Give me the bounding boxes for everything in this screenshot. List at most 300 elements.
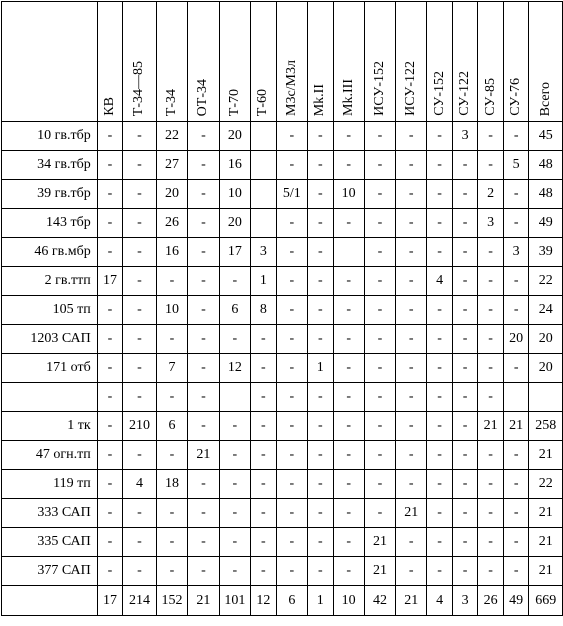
table-cell: -	[396, 267, 427, 296]
table-cell: -	[452, 470, 478, 499]
table-cell: 21	[364, 557, 395, 586]
table-cell: -	[333, 325, 364, 354]
table-cell: -	[452, 296, 478, 325]
table-cell: 6	[219, 296, 251, 325]
column-header-label: Т-34—85	[131, 60, 147, 116]
column-header	[364, 2, 395, 122]
table-cell: -	[308, 267, 334, 296]
table-cell: 20	[219, 209, 251, 238]
table-cell: 22	[529, 267, 563, 296]
table-cell: -	[276, 383, 307, 412]
table-cell: -	[503, 441, 529, 470]
table-cell: -	[188, 470, 219, 499]
table-cell: -	[478, 441, 504, 470]
table-cell: -	[276, 151, 307, 180]
total-cell: 152	[156, 586, 188, 616]
table-cell: 12	[219, 354, 251, 383]
table-cell: 21	[364, 528, 395, 557]
column-header	[333, 2, 364, 122]
table-cell: -	[452, 441, 478, 470]
table-cell: -	[156, 557, 188, 586]
table-cell: -	[123, 441, 156, 470]
table-cell: -	[333, 151, 364, 180]
table-cell: -	[427, 383, 453, 412]
table-cell: -	[452, 238, 478, 267]
table-cell: 26	[156, 209, 188, 238]
table-cell: -	[308, 209, 334, 238]
table-cell: -	[452, 267, 478, 296]
table-cell: -	[478, 470, 504, 499]
table-cell: -	[333, 267, 364, 296]
table-cell: 17	[219, 238, 251, 267]
row-label: 39 гв.тбр	[2, 180, 98, 209]
table-cell: 2	[478, 180, 504, 209]
table-cell: -	[97, 151, 123, 180]
table-cell: -	[97, 238, 123, 267]
row-label: 47 огн.тп	[2, 441, 98, 470]
table-cell: 3	[251, 238, 277, 267]
table-cell: -	[123, 528, 156, 557]
table-cell: -	[276, 470, 307, 499]
table-cell: -	[396, 209, 427, 238]
table-cell: -	[123, 296, 156, 325]
table-cell: -	[503, 470, 529, 499]
table-cell: 4	[427, 267, 453, 296]
table-cell: -	[308, 412, 334, 441]
table-cell: -	[123, 499, 156, 528]
table-cell: -	[251, 499, 277, 528]
table-cell: -	[276, 209, 307, 238]
total-cell: 1	[308, 586, 334, 616]
column-header	[188, 2, 219, 122]
row-label: 377 САП	[2, 557, 98, 586]
table-cell: 4	[123, 470, 156, 499]
table-cell: -	[219, 325, 251, 354]
table-cell: -	[364, 296, 395, 325]
total-cell: 214	[123, 586, 156, 616]
table-row	[2, 180, 563, 209]
table-cell: -	[503, 180, 529, 209]
table-cell: -	[503, 557, 529, 586]
table-cell: -	[276, 122, 307, 151]
table-cell: 7	[156, 354, 188, 383]
table-cell: 20	[529, 325, 563, 354]
vehicle-table	[1, 1, 563, 616]
table-cell: -	[123, 325, 156, 354]
table-cell: -	[156, 441, 188, 470]
table-cell: 20	[529, 354, 563, 383]
table-cell: -	[427, 499, 453, 528]
table-cell: -	[188, 296, 219, 325]
column-header	[529, 2, 563, 122]
table-cell: -	[333, 499, 364, 528]
table-cell: 5	[503, 151, 529, 180]
table-row	[2, 557, 563, 586]
table-cell: -	[276, 296, 307, 325]
table-cell: -	[276, 557, 307, 586]
table-cell: -	[308, 528, 334, 557]
table-body	[2, 122, 563, 616]
table-cell: -	[97, 412, 123, 441]
table-cell: -	[396, 325, 427, 354]
table-cell: -	[219, 441, 251, 470]
column-header-label: ОТ-34	[195, 78, 211, 116]
table-cell: 20	[156, 180, 188, 209]
row-label	[2, 383, 98, 412]
row-label: 46 гв.мбр	[2, 238, 98, 267]
table-cell: 16	[219, 151, 251, 180]
table-cell: -	[276, 412, 307, 441]
column-header	[276, 2, 307, 122]
table-cell: -	[396, 383, 427, 412]
table-cell: -	[364, 209, 395, 238]
table-cell: -	[156, 383, 188, 412]
table-cell: -	[427, 412, 453, 441]
table-row	[2, 499, 563, 528]
table-cell: -	[364, 441, 395, 470]
table-cell: -	[219, 528, 251, 557]
table-cell: -	[478, 325, 504, 354]
column-header	[97, 2, 123, 122]
table-cell: -	[503, 499, 529, 528]
column-header	[123, 2, 156, 122]
table-cell: -	[276, 528, 307, 557]
table-cell: -	[251, 528, 277, 557]
table-cell: -	[478, 557, 504, 586]
table-cell: 10	[219, 180, 251, 209]
table-cell: -	[123, 122, 156, 151]
table-cell: -	[188, 557, 219, 586]
table-cell: 22	[529, 470, 563, 499]
table-cell: -	[427, 209, 453, 238]
table-cell: -	[219, 267, 251, 296]
table-cell: -	[308, 122, 334, 151]
table-cell: -	[503, 296, 529, 325]
table-cell: -	[333, 296, 364, 325]
table-cell: -	[251, 412, 277, 441]
table-cell: -	[188, 122, 219, 151]
column-header-label: СУ-152	[431, 71, 447, 116]
table-cell	[503, 383, 529, 412]
table-cell: -	[308, 441, 334, 470]
table-row	[2, 267, 563, 296]
table-cell: -	[97, 122, 123, 151]
table-cell: -	[427, 122, 453, 151]
table-cell: -	[251, 325, 277, 354]
column-header-label: СУ-85	[482, 78, 498, 116]
table-cell: -	[123, 267, 156, 296]
row-label: 105 тп	[2, 296, 98, 325]
table-cell: -	[276, 441, 307, 470]
total-cell: 12	[251, 586, 277, 616]
table-cell: -	[188, 354, 219, 383]
table-cell: 10	[333, 180, 364, 209]
table-cell: -	[452, 412, 478, 441]
table-cell: -	[156, 499, 188, 528]
table-cell: -	[364, 383, 395, 412]
table-cell: -	[188, 412, 219, 441]
table-cell: -	[308, 151, 334, 180]
table-cell: -	[251, 441, 277, 470]
table-cell: -	[427, 180, 453, 209]
column-header	[427, 2, 453, 122]
column-header	[478, 2, 504, 122]
table-cell: -	[97, 557, 123, 586]
column-header-label: ИСУ-122	[403, 61, 419, 116]
column-header-label: ИСУ-152	[371, 61, 387, 116]
table-cell: -	[396, 557, 427, 586]
row-label: 143 тбр	[2, 209, 98, 238]
table-cell: 8	[251, 296, 277, 325]
table-cell: -	[123, 557, 156, 586]
table-row	[2, 122, 563, 151]
table-cell: -	[188, 238, 219, 267]
table-cell: -	[364, 499, 395, 528]
table-cell: -	[333, 122, 364, 151]
table-cell: 20	[503, 325, 529, 354]
table-cell: -	[333, 441, 364, 470]
table-cell: -	[427, 296, 453, 325]
table-cell: -	[97, 180, 123, 209]
table-row	[2, 325, 563, 354]
table-cell	[219, 383, 251, 412]
total-cell: 17	[97, 586, 123, 616]
table-cell: -	[427, 238, 453, 267]
table-cell: 1	[251, 267, 277, 296]
table-cell: -	[308, 325, 334, 354]
table-cell: -	[503, 267, 529, 296]
table-cell: -	[333, 470, 364, 499]
table-cell: -	[308, 470, 334, 499]
total-cell: 21	[396, 586, 427, 616]
table-cell: -	[478, 354, 504, 383]
table-cell: -	[364, 412, 395, 441]
table-cell: -	[123, 180, 156, 209]
table-cell: 21	[529, 557, 563, 586]
table-cell: -	[478, 499, 504, 528]
table-cell: -	[503, 354, 529, 383]
table-cell: 3	[478, 209, 504, 238]
table-cell: 21	[188, 441, 219, 470]
table-cell: -	[276, 325, 307, 354]
row-label: 333 САП	[2, 499, 98, 528]
table-cell: -	[251, 354, 277, 383]
table-cell: -	[478, 267, 504, 296]
table-row	[2, 441, 563, 470]
table-cell: -	[396, 528, 427, 557]
table-cell: -	[123, 238, 156, 267]
table-cell: -	[333, 412, 364, 441]
column-header	[396, 2, 427, 122]
table-cell: -	[188, 325, 219, 354]
table-cell: -	[123, 151, 156, 180]
table-cell: 24	[529, 296, 563, 325]
row-label: 34 гв.тбр	[2, 151, 98, 180]
table-cell: -	[427, 151, 453, 180]
column-header	[156, 2, 188, 122]
table-cell: -	[251, 383, 277, 412]
row-label: 335 САП	[2, 528, 98, 557]
table-cell	[251, 151, 277, 180]
table-cell: -	[188, 267, 219, 296]
table-cell: -	[478, 151, 504, 180]
table-cell: -	[364, 180, 395, 209]
table-cell: -	[427, 470, 453, 499]
table-cell: -	[97, 441, 123, 470]
table-cell: -	[123, 354, 156, 383]
table-cell: -	[427, 557, 453, 586]
table-cell: -	[188, 499, 219, 528]
table-cell: -	[452, 180, 478, 209]
table-row	[2, 412, 563, 441]
table-cell: -	[364, 470, 395, 499]
table-cell	[333, 238, 364, 267]
column-header	[219, 2, 251, 122]
table-cell: 45	[529, 122, 563, 151]
table-cell: -	[97, 296, 123, 325]
table-row	[2, 354, 563, 383]
table-cell: -	[251, 470, 277, 499]
table-cell: -	[156, 267, 188, 296]
table-cell: -	[452, 499, 478, 528]
table-cell: -	[503, 209, 529, 238]
table-cell: -	[219, 412, 251, 441]
column-header	[251, 2, 277, 122]
table-cell: 6	[156, 412, 188, 441]
table-cell: -	[97, 325, 123, 354]
table-cell: 1	[308, 354, 334, 383]
total-cell: 101	[219, 586, 251, 616]
table-cell: -	[333, 528, 364, 557]
column-header-label: Т-60	[255, 88, 271, 116]
total-cell: 6	[276, 586, 307, 616]
table-cell: 39	[529, 238, 563, 267]
table-cell: -	[97, 499, 123, 528]
table-cell: 22	[156, 122, 188, 151]
table-cell: -	[396, 441, 427, 470]
table-cell: -	[308, 238, 334, 267]
column-header-label: Всего	[537, 81, 553, 116]
table-cell: -	[308, 180, 334, 209]
row-label: 10 гв.тбр	[2, 122, 98, 151]
table-cell: -	[276, 499, 307, 528]
table-cell: -	[452, 325, 478, 354]
table-cell: 20	[219, 122, 251, 151]
table-cell: -	[97, 383, 123, 412]
table-cell: 21	[503, 412, 529, 441]
table-cell: 21	[529, 441, 563, 470]
table-cell: -	[396, 354, 427, 383]
table-cell: -	[219, 557, 251, 586]
table-row	[2, 470, 563, 499]
table-cell: 48	[529, 180, 563, 209]
table-cell: -	[188, 528, 219, 557]
table-cell: 49	[529, 209, 563, 238]
table-cell: -	[396, 151, 427, 180]
table-cell: 27	[156, 151, 188, 180]
table-cell: -	[219, 499, 251, 528]
column-header-label: Т-70	[226, 88, 242, 116]
table-row	[2, 383, 563, 412]
table-cell: -	[188, 151, 219, 180]
table-cell: 21	[529, 499, 563, 528]
table-cell: -	[364, 238, 395, 267]
table-cell: -	[478, 122, 504, 151]
total-cell: 49	[503, 586, 529, 616]
table-cell: -	[188, 383, 219, 412]
table-cell: -	[396, 470, 427, 499]
table-cell	[251, 209, 277, 238]
column-header-label: КВ	[101, 97, 117, 116]
table-cell: -	[396, 296, 427, 325]
row-label: 1 тк	[2, 412, 98, 441]
column-header-label: Mk.II	[312, 83, 328, 116]
table-cell: -	[308, 383, 334, 412]
table-cell: -	[97, 209, 123, 238]
table-cell: -	[333, 383, 364, 412]
total-cell: 26	[478, 586, 504, 616]
totals-label-cell	[2, 586, 98, 616]
table-cell: -	[308, 557, 334, 586]
table-row	[2, 151, 563, 180]
table-cell: -	[364, 122, 395, 151]
table-row	[2, 528, 563, 557]
table-cell: -	[123, 209, 156, 238]
table-cell: -	[478, 296, 504, 325]
table-cell: 3	[503, 238, 529, 267]
corner-cell	[2, 2, 98, 122]
column-header	[452, 2, 478, 122]
table-cell: -	[427, 528, 453, 557]
column-header-label: М3с/М3л	[283, 60, 299, 116]
totals-row	[2, 586, 563, 616]
table-cell: -	[97, 470, 123, 499]
table-cell: 10	[156, 296, 188, 325]
table-cell: -	[276, 354, 307, 383]
total-cell: 42	[364, 586, 395, 616]
total-cell: 21	[188, 586, 219, 616]
table-cell: 21	[396, 499, 427, 528]
table-cell: -	[276, 238, 307, 267]
table-cell: -	[427, 354, 453, 383]
table-cell: -	[156, 528, 188, 557]
table-cell: -	[308, 499, 334, 528]
column-header-label: СУ-122	[457, 71, 473, 116]
table-cell: -	[478, 238, 504, 267]
table-cell: -	[396, 412, 427, 441]
table-cell	[251, 122, 277, 151]
table-cell: -	[123, 383, 156, 412]
table-cell: -	[364, 151, 395, 180]
table-cell: 18	[156, 470, 188, 499]
table-cell: -	[333, 209, 364, 238]
table-cell: 258	[529, 412, 563, 441]
table-cell: 210	[123, 412, 156, 441]
table-row	[2, 209, 563, 238]
table-cell: -	[396, 122, 427, 151]
table-cell: -	[452, 383, 478, 412]
table-cell: -	[308, 296, 334, 325]
column-header-label: Т-34	[163, 88, 179, 116]
table-cell: -	[333, 557, 364, 586]
row-label: 1203 САП	[2, 325, 98, 354]
table-cell: -	[396, 238, 427, 267]
column-header-label: Mk.III	[340, 79, 356, 116]
table-cell: -	[503, 528, 529, 557]
table-cell: -	[188, 209, 219, 238]
total-cell: 3	[452, 586, 478, 616]
table-cell: -	[452, 528, 478, 557]
